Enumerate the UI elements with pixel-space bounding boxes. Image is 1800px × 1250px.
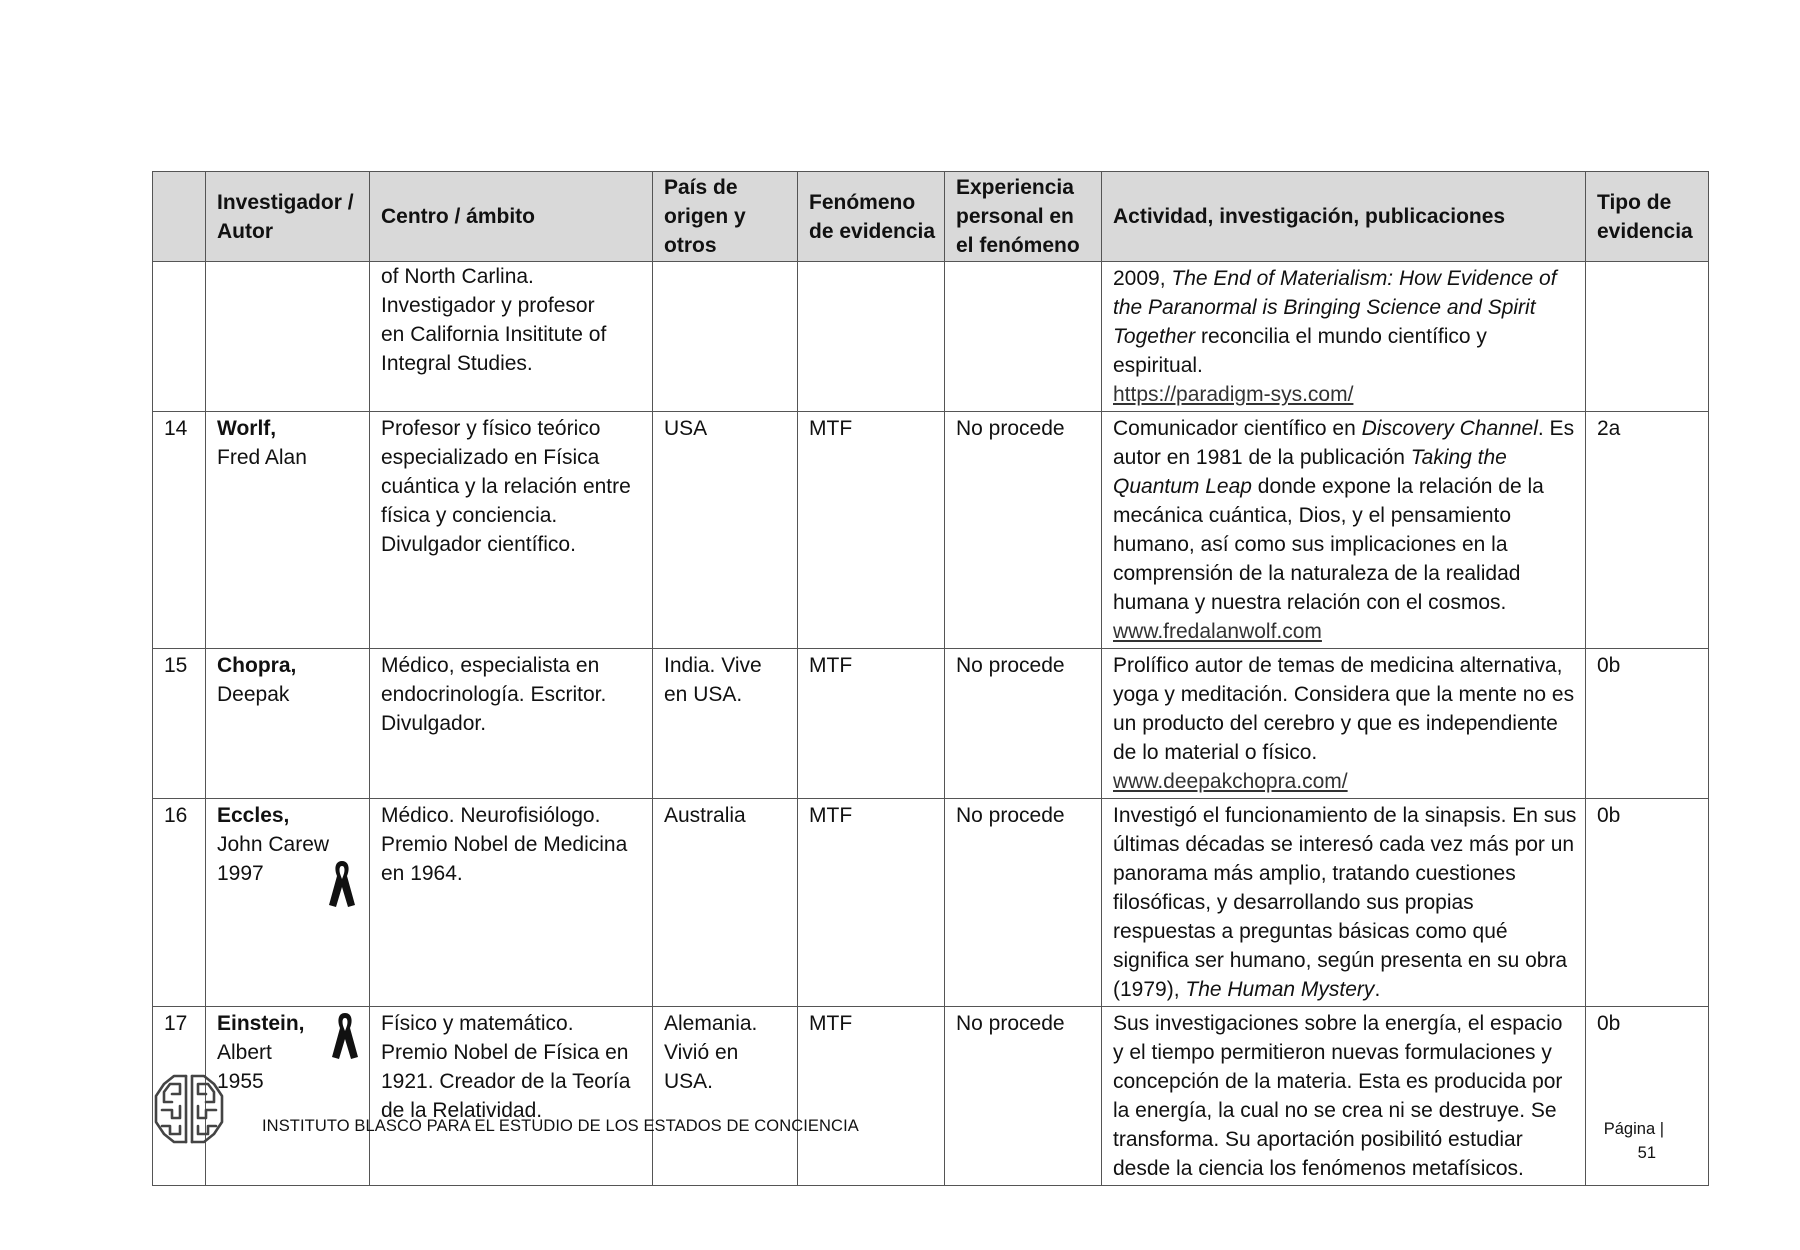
- header-author: Investigador / Autor: [206, 172, 370, 262]
- evidence-cell: 0b: [1586, 799, 1709, 1007]
- country-cell: India. Vive en USA.: [653, 649, 798, 799]
- website-link[interactable]: www.deepakchopra.com/: [1113, 770, 1348, 793]
- row-number: 17: [153, 1007, 206, 1186]
- experience-cell: No procede: [945, 1007, 1102, 1186]
- evidence-cell: 2a: [1586, 412, 1709, 649]
- row-number: 14: [153, 412, 206, 649]
- phenomenon-cell: MTF: [798, 412, 945, 649]
- brain-maze-logo-icon: [150, 1070, 228, 1148]
- table-row-continuation: [153, 262, 1709, 412]
- table-row: [153, 649, 1709, 799]
- center-cell: Profesor y físico teórico especializado en Física cuántica y la relación entre física y conciencia. Divulgador científico.: [370, 412, 653, 649]
- activity-cell: 2009, The End of Materialism: How Evidence of the Paranormal is Bringing Science and Spirit Together reconcilia el mundo científico y espiritual. https://paradigm-sys.com/: [1102, 262, 1586, 412]
- header-experience: Experiencia personal en el fenómeno: [945, 172, 1102, 262]
- activity-cell: Investigó el funcionamiento de la sinapsis. En sus últimas décadas se interesó cada vez más por un panorama más amplio, tratando cuestiones filosóficas, y desarrollando sus propias respuestas a preguntas básicas como qué significa ser humano, según presenta en su obra (1979), The Human Mystery.: [1102, 799, 1586, 1007]
- researchers-table: [152, 171, 1709, 1186]
- table-row: [153, 412, 1709, 649]
- evidence-cell: 0b: [1586, 1007, 1709, 1186]
- experience-cell: No procede: [945, 799, 1102, 1007]
- country-cell: USA: [653, 412, 798, 649]
- author-cell: Worlf, Fred Alan: [206, 412, 370, 649]
- table-header-row: [153, 172, 1709, 262]
- row-number: 16: [153, 799, 206, 1007]
- phenomenon-cell: MTF: [798, 1007, 945, 1186]
- header-num: [153, 172, 206, 262]
- website-link[interactable]: https://paradigm-sys.com/: [1113, 383, 1354, 406]
- header-evidence: Tipo de evidencia: [1586, 172, 1709, 262]
- country-cell: Alemania. Vivió en USA.: [653, 1007, 798, 1186]
- header-center: Centro / ámbito: [370, 172, 653, 262]
- experience-cell: No procede: [945, 649, 1102, 799]
- activity-cell: Comunicador científico en Discovery Channel. Es autor en 1981 de la publicación Taking the Quantum Leap donde expone la relación de la mecánica cuántica, Dios, y el pensamiento humano, así como sus implicaciones en la comprensión de la naturaleza de la realidad humana y nuestra relación con el cosmos. www.fredalanwolf.com: [1102, 412, 1586, 649]
- country-cell: Australia: [653, 799, 798, 1007]
- experience-cell: No procede: [945, 412, 1102, 649]
- table-row: [153, 799, 1709, 1007]
- website-link[interactable]: www.fredalanwolf.com: [1113, 620, 1322, 643]
- center-cell: Médico. Neurofisiólogo. Premio Nobel de Medicina en 1964.: [370, 799, 653, 1007]
- header-phenomenon: Fenómeno de evidencia: [798, 172, 945, 262]
- table-row: [153, 1007, 1709, 1186]
- activity-cell: Sus investigaciones sobre la energía, el espacio y el tiempo permitieron nuevas formulaciones y concepción de la materia. Esta es producida por la energía, la cual no se crea ni se destruye. Se transforma. Su aportación posibilitó estudiar desde la ciencia los fenómenos metafísicos.: [1102, 1007, 1586, 1186]
- mourning-ribbon-icon: [327, 857, 357, 909]
- header-activity: Actividad, investigación, publicaciones: [1102, 172, 1586, 262]
- center-cell: Médico, especialista en endocrinología. Escritor. Divulgador.: [370, 649, 653, 799]
- center-cell: of North Carlina. Investigador y profesor en California Insititute of Integral Studies.: [370, 262, 653, 412]
- header-country: País de origen y otros: [653, 172, 798, 262]
- row-number: 15: [153, 649, 206, 799]
- phenomenon-cell: MTF: [798, 799, 945, 1007]
- mourning-ribbon-icon: [330, 1009, 360, 1061]
- author-cell: Einstein, Albert 1955: [206, 1007, 370, 1186]
- evidence-cell: 0b: [1586, 649, 1709, 799]
- center-cell: Físico y matemático. Premio Nobel de Física en 1921. Creador de la Teoría de la Relatividad.: [370, 1007, 653, 1186]
- footer-organization: INSTITUTO BLASCO PARA EL ESTUDIO DE LOS ESTADOS DE CONCIENCIA: [262, 1117, 859, 1135]
- author-cell: Chopra, Deepak: [206, 649, 370, 799]
- page-number: Página | 51: [1603, 1120, 1664, 1162]
- author-cell: Eccles, John Carew 1997: [206, 799, 370, 1007]
- phenomenon-cell: MTF: [798, 649, 945, 799]
- activity-cell: Prolífico autor de temas de medicina alternativa, yoga y meditación. Considera que la mente no es un producto del cerebro y que es independiente de lo material o físico. www.deepakchopra.com/: [1102, 649, 1586, 799]
